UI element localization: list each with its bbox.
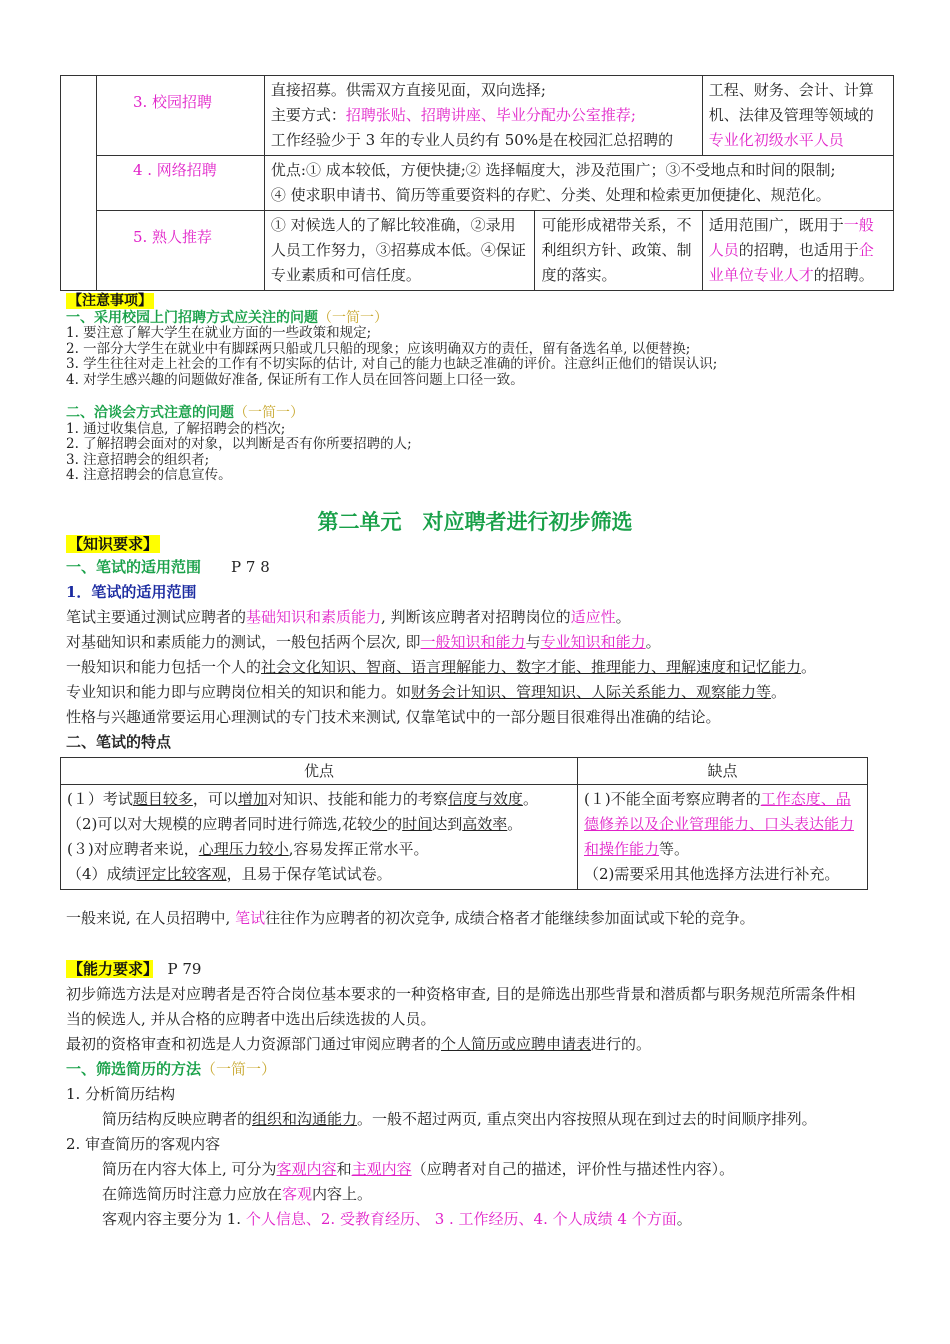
list-item: （2)可以对大规模的应聘者同时进行筛选,花较少的时间达到高效率。 [67,815,523,833]
written-test-table [60,757,868,890]
list-item: (３)对应聘者来说，心理压力较小,容易发挥正常水平。 [67,840,429,858]
channel-name: 3. 校园招聘 [96,76,264,156]
table-row [61,211,894,291]
table-row [61,156,894,211]
desc-line: 主要方式：招聘张贴、招聘讲座、毕业分配办公室推荐; [270,106,636,124]
knowledge-tag: 【知识要求】 [68,535,159,553]
list-item: 2. 一部分大学生在就业中有脚踩两只船或几只船的现象；应该明确双方的责任，留有备选名单, 以便替换; [66,340,691,357]
table-row [61,76,894,156]
channel-scope: 适用范围广，既用于一般人员的招聘，也适用于企业单位专业人才的招聘。 [702,211,893,291]
paragraph: 简历结构反映应聘者的组织和沟通能力。一般不超过两页, 重点突出内容按照从现在到过去的时间顺序排列。 [102,1110,817,1128]
table-cell [61,76,97,291]
knowledge-sub1: 1．笔试的适用范围 [66,583,197,601]
list-item: 2. 审查简历的客观内容 [66,1135,221,1153]
list-item: （2)需要采用其他选择方法进行补充。 [584,865,840,883]
paragraph: 简历在内容大体上, 可分为客观内容和主观内容（应聘者对自己的描述，评价性与描述性内容）。 [102,1160,735,1178]
paragraph: 一般知识和能力包括一个人的社会文化知识、智商、语言理解能力、数字才能、推理能力、理解速度和记忆能力。 [66,658,817,676]
paragraph: 笔试主要通过测试应聘者的基础知识和素质能力, 判断该应聘者对招聘岗位的适应性。 [66,608,631,626]
list-item: 1. 要注意了解大学生在就业方面的一些政策和规定; [66,325,372,341]
ability-section [66,957,866,1232]
list-item: (１）考试题目较多，可以增加对知识、技能和能力的考察信度与效度。 [67,790,538,808]
channel-cons: 可能形成裙带关系，不利组织方针、政策、制度的落实。 [535,211,702,291]
channel-scope: 工程、财务、会计、计算机、法律及管理等领域的专业化初级水平人员 [702,76,893,156]
list-item: （4）成绩评定比较客观，且易于保存笔试试卷。 [67,865,392,883]
unit-title: 第二单元 对应聘者进行初步筛选 [317,509,633,534]
knowledge-section [66,533,866,755]
paragraph: 性格与兴趣通常要运用心理测试的专门技术来测试, 仅靠笔试中的一部分题目很难得出准确的结论。 [66,708,721,726]
knowledge-h1: 一、笔试的适用范围 P 7 8 [66,558,270,576]
list-item: 4. 注意招聘会的信息宣传。 [66,467,232,483]
notes-tag: 【注意事项】 [68,293,152,309]
list-item: 3. 学生往往对走上社会的工作有不切实际的估计, 对自己的能力也缺乏准确的评价。注意纠正他们的错误认识; [66,356,718,372]
notes-s1-heading: 一、采用校园上门招聘方式应关注的问题（一简一） [66,309,388,326]
list-item: 3. 注意招聘会的组织者; [66,451,210,468]
notes-section [66,294,717,484]
ability-heading: 【能力要求】 P 79 [68,960,202,978]
paragraph: 对基础知识和素质能力的测试，一般包括两个层次, 即一般知识和能力与专业知识和能力。 [66,633,661,651]
channel-name: 5. 熟人推荐 [96,211,264,291]
paragraph: 在筛选简历时注意力应放在客观内容上。 [102,1185,373,1203]
list-item: 1. 分析简历结构 [66,1085,176,1103]
table-row [61,785,868,890]
channel-description [264,156,893,211]
paragraph: 专业知识和能力即与应聘岗位相关的知识和能力。如财务会计知识、管理知识、人际关系能力、观察能力等。 [66,683,787,701]
pros-cell [61,785,578,890]
list-item: 2. 了解招聘会面对的对象，以判断是否有你所要招聘的人; [66,436,412,452]
recruitment-channels-table [60,75,894,291]
list-item: 1. 通过收集信息, 了解招聘会的档次; [66,420,286,437]
paragraph: 一般来说, 在人员招聘中, 笔试往往作为应聘者的初次竞争, 成绩合格者才能继续参加面试或下轮的竞争。 [66,909,755,927]
notes-s2-heading: 二、洽谈会方式注意的问题（一简一） [66,405,304,421]
ability-h1: 一、筛选简历的方法（一简一） [66,1060,277,1078]
list-item: 4. 对学生感兴趣的问题做好准备, 保证所有工作人员在回答问题上口径一致。 [66,371,524,388]
desc-line: 优点:① 成本较低，方便快捷;② 选择幅度大，涉及范围广；③不受地点和时间的限制; [270,161,836,179]
paragraph: 客观内容主要分为 1. 个人信息、2. 受教育经历、 3 . 工作经历、4. 个人成绩 4 个方面。 [102,1210,692,1228]
channel-pros: ① 对候选人的了解比较准确，②录用人员工作努力，③招募成本低。④保证专业素质和可信任度。 [264,211,535,291]
list-item: (１)不能全面考察应聘者的工作态度、品德修养以及企业管理能力、口头表达能力和操作能力等。 [584,790,855,858]
cons-cell [578,785,868,890]
column-header: 缺点 [578,758,868,785]
desc-line: ④ 使求职申请书、简历等重要资料的存贮、分类、处理和检索更加便捷化、规范化。 [270,186,831,204]
table-header-row [61,758,868,785]
knowledge-h2: 二、笔试的特点 [66,733,172,751]
column-header: 优点 [61,758,578,785]
desc-line: 工作经验少于 3 年的专业人员约有 50%是在校园汇总招聘的 [270,131,674,149]
paragraph: 初步筛选方法是对应聘者是否符合岗位基本要求的一种资格审查, 目的是筛选出那些背景和潜质都与职务规范所需条件相当的候选人, 并从合格的应聘者中选出后续选拔的人员。 [66,985,856,1028]
desc-line: 直接招募。供需双方直接见面，双向选择; [270,81,546,99]
channel-name: 4 . 网络招聘 [96,156,264,211]
paragraph: 最初的资格审查和初选是人力资源部门通过审阅应聘者的个人简历或应聘申请表进行的。 [66,1035,652,1053]
channel-description [264,76,702,156]
